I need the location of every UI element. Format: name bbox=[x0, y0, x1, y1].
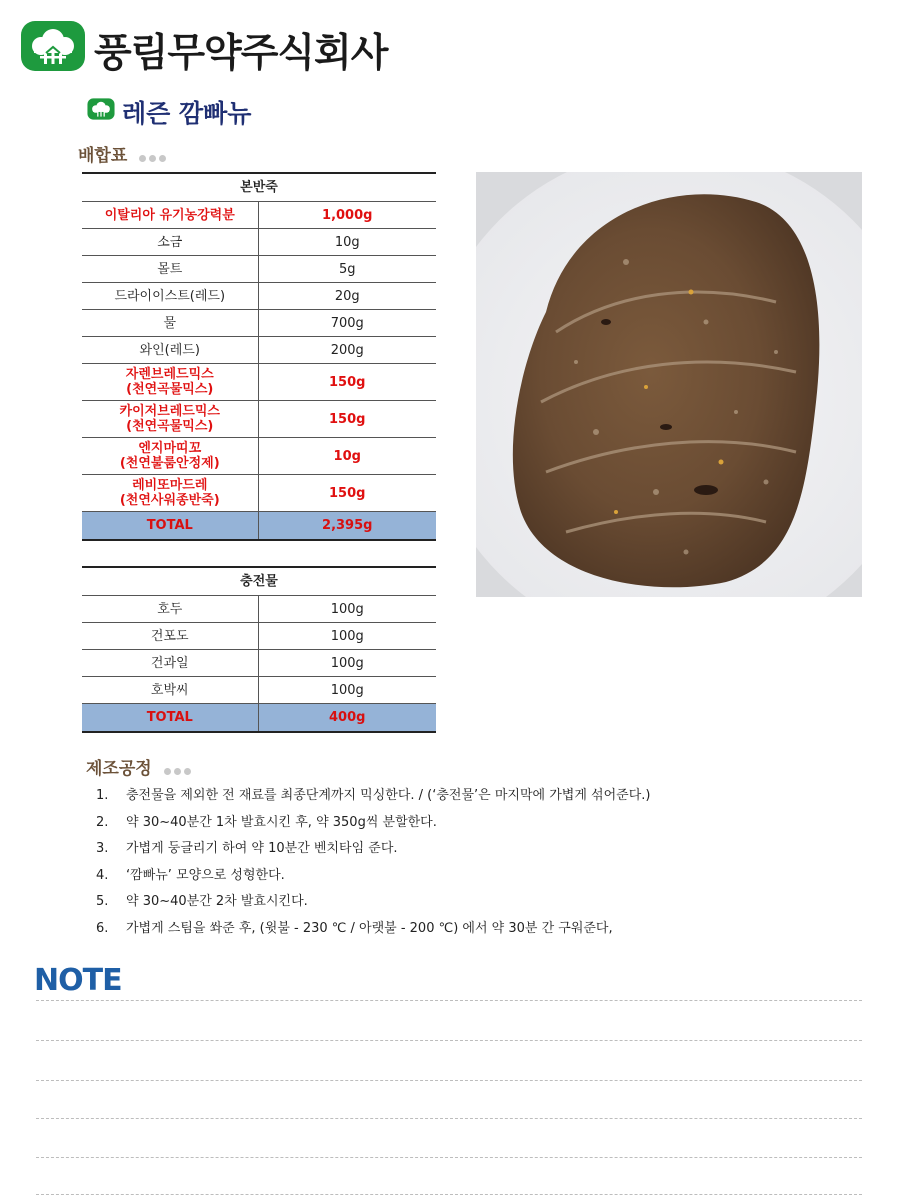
ingredient-name: 소금 bbox=[82, 229, 258, 256]
table-row bbox=[82, 364, 436, 401]
note-line bbox=[36, 1000, 862, 1001]
table-row bbox=[82, 256, 436, 283]
ingredient-subname: (천연불룸안정제) bbox=[119, 456, 220, 471]
step-number: 5. bbox=[96, 894, 109, 910]
ingredient-amount: 10g bbox=[258, 229, 436, 256]
recipe-title: 레즌 깜빠뉴 bbox=[122, 99, 252, 128]
step-number: 2. bbox=[96, 814, 109, 830]
ingredient-name: 건포도 bbox=[82, 623, 258, 650]
list-item bbox=[96, 864, 876, 891]
table-header-row bbox=[82, 173, 436, 202]
step-number: 1. bbox=[96, 788, 109, 803]
total-label: TOTAL bbox=[82, 512, 258, 541]
note-heading: NOTE bbox=[34, 963, 122, 998]
table-row bbox=[82, 650, 436, 677]
table-row bbox=[82, 475, 436, 512]
note-line bbox=[36, 1194, 862, 1195]
process-heading-text: 제조공정 bbox=[86, 759, 152, 779]
formula-heading bbox=[78, 141, 169, 167]
company-name: 풍림무약주식회사 bbox=[94, 31, 388, 76]
note-line bbox=[36, 1157, 862, 1158]
table-row bbox=[82, 202, 436, 229]
step-text: 충전물을 제외한 전 재료를 최종단계까지 믹싱한다. / (‘충전물’은 마지막에 가볍게 섞어준다.) bbox=[126, 788, 651, 803]
table-row bbox=[82, 596, 436, 623]
ingredient-name: 이탈리아 유기농강력분 bbox=[82, 202, 258, 229]
ingredient-name: 드라이이스트(레드) bbox=[82, 283, 258, 310]
decorative-dots bbox=[164, 760, 194, 780]
bread-photo bbox=[476, 172, 862, 597]
ingredient-amount: 150g bbox=[258, 475, 436, 512]
formula-heading-text: 배합표 bbox=[78, 146, 128, 166]
step-number: 4. bbox=[96, 867, 109, 883]
table-row bbox=[82, 229, 436, 256]
total-row bbox=[82, 512, 436, 541]
tree-logo-icon bbox=[20, 20, 86, 72]
ingredient-amount: 100g bbox=[258, 650, 436, 677]
ingredient-name bbox=[82, 438, 258, 475]
ingredient-amount: 100g bbox=[258, 596, 436, 623]
step-number: 6. bbox=[96, 920, 109, 936]
ingredient-amount: 200g bbox=[258, 337, 436, 364]
step-text: ‘깜빠뉴’ 모양으로 성형한다. bbox=[126, 867, 285, 883]
list-item bbox=[96, 890, 876, 917]
filling-header: 충전물 bbox=[82, 567, 436, 596]
tree-logo-icon bbox=[86, 98, 116, 120]
list-item bbox=[96, 917, 876, 944]
ingredient-name: 물 bbox=[82, 310, 258, 337]
process-heading bbox=[86, 754, 194, 780]
table-header-row bbox=[82, 567, 436, 596]
total-label: TOTAL bbox=[82, 704, 258, 733]
ingredient-name bbox=[82, 401, 258, 438]
ingredient-amount: 5g bbox=[258, 256, 436, 283]
ingredient-name: 몰트 bbox=[82, 256, 258, 283]
total-amount: 2,395g bbox=[258, 512, 436, 541]
table-row bbox=[82, 677, 436, 704]
ingredient-name-line: 카이저브레드믹스 bbox=[119, 404, 220, 419]
table-row bbox=[82, 623, 436, 650]
main-dough-header: 본반죽 bbox=[82, 173, 436, 202]
table-row bbox=[82, 337, 436, 364]
ingredient-amount: 10g bbox=[258, 438, 436, 475]
ingredient-amount: 150g bbox=[258, 364, 436, 401]
list-item bbox=[96, 784, 876, 811]
step-text: 가볍게 둥글리기 하여 약 10분간 벤치타임 준다. bbox=[126, 841, 398, 857]
decorative-dots bbox=[139, 147, 169, 167]
ingredient-name-line: 엔지마띠꼬 bbox=[138, 441, 202, 456]
ingredient-name: 건과일 bbox=[82, 650, 258, 677]
ingredient-name: 와인(레드) bbox=[82, 337, 258, 364]
ingredient-amount: 700g bbox=[258, 310, 436, 337]
total-amount: 400g bbox=[258, 704, 436, 733]
step-number: 3. bbox=[96, 841, 109, 857]
note-line bbox=[36, 1040, 862, 1041]
list-item bbox=[96, 811, 876, 838]
ingredient-amount: 100g bbox=[258, 677, 436, 704]
step-text: 약 30~40분간 2차 발효시킨다. bbox=[126, 894, 308, 910]
list-item bbox=[96, 837, 876, 864]
table-row bbox=[82, 401, 436, 438]
ingredient-name-line: 자렌브레드믹스 bbox=[125, 367, 214, 382]
ingredient-amount: 100g bbox=[258, 623, 436, 650]
note-line bbox=[36, 1118, 862, 1119]
process-steps bbox=[96, 784, 876, 944]
step-text: 약 30~40분간 1차 발효시킨 후, 약 350g씩 분할한다. bbox=[126, 814, 437, 830]
ingredient-subname: (천연곡물믹스) bbox=[126, 382, 214, 397]
ingredient-amount: 150g bbox=[258, 401, 436, 438]
filling-table bbox=[82, 566, 436, 733]
total-row bbox=[82, 704, 436, 733]
main-dough-table bbox=[82, 172, 436, 541]
ingredient-subname: (천연사워종반죽) bbox=[119, 493, 220, 508]
ingredient-name-line: 레비또마드레 bbox=[132, 478, 208, 493]
ingredient-name bbox=[82, 364, 258, 401]
ingredient-name bbox=[82, 475, 258, 512]
table-row bbox=[82, 283, 436, 310]
table-row bbox=[82, 438, 436, 475]
step-text: 가볍게 스팀을 쏴준 후, (윗불 - 230 ℃ / 아랫불 - 200 ℃) 에서 약 30분 간 구워준다, bbox=[126, 920, 613, 936]
ingredient-name: 호박씨 bbox=[82, 677, 258, 704]
ingredient-amount: 20g bbox=[258, 283, 436, 310]
ingredient-name: 호두 bbox=[82, 596, 258, 623]
ingredient-amount: 1,000g bbox=[258, 202, 436, 229]
note-line bbox=[36, 1080, 862, 1081]
table-row bbox=[82, 310, 436, 337]
ingredient-subname: (천연곡물믹스) bbox=[126, 419, 214, 434]
